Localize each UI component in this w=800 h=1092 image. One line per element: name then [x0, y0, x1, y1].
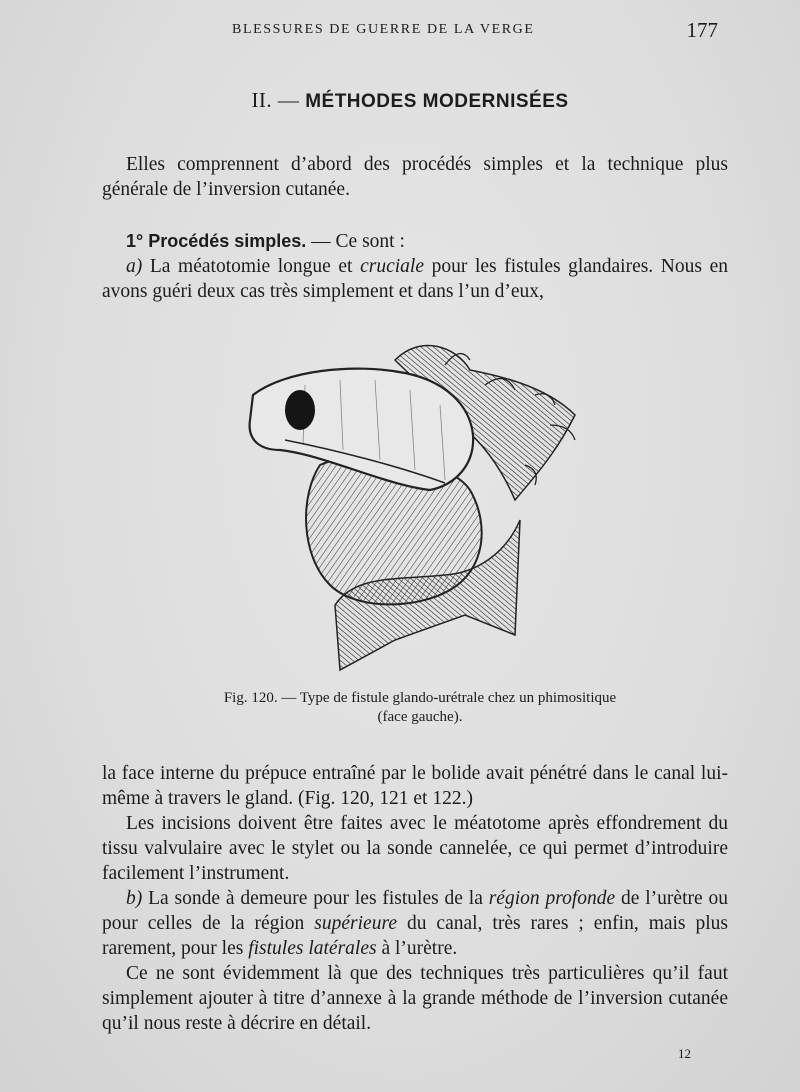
figure-illustration: [245, 325, 585, 675]
paragraph-text: la face interne du prépuce entraîné par le bolide avait pénétré dans le canal lui-même à travers le gland. (Fig. 120, 121 et 122.): [102, 763, 728, 809]
item-b-text-2: de l’urètre ou pour celles de la région: [102, 888, 728, 934]
paragraph-text: Elles comprennent d’abord des procédés simples et la technique plus générale de l’inversion cutanée.: [102, 154, 728, 200]
paragraph-text: Ce ne sont évidemment là que des techniques très particulières qu’il faut simplement ajouter à titre d’annexe à la grande méthode de l’inversion cutanée qu’il nous reste à décrire en détail.: [102, 963, 728, 1034]
subheading: 1° Procédés simples.: [126, 231, 307, 251]
item-a-text-2: pour les fistules glandaires. Nous en avons guéri deux cas très simplement et dans l’un d’eux,: [102, 256, 728, 302]
item-b-emphasis-3: fistules latérales: [248, 938, 377, 959]
figure-caption: [150, 689, 690, 727]
subheading-rest: — Ce sont :: [306, 231, 405, 252]
section-heading: MÉTHODES MODERNISÉES: [305, 91, 569, 112]
item-a: [102, 254, 728, 304]
item-b-emphasis-1: région profonde: [488, 888, 616, 909]
paragraph-continuation: [102, 761, 728, 1036]
page-number: 177: [686, 18, 718, 42]
caption-line-2: (face gauche).: [377, 709, 463, 725]
paragraph-simple-procedures: [102, 229, 728, 304]
item-b-text-3: du canal, très rares ; enfin, mais plus rarement, pour les: [102, 913, 728, 959]
item-b: [102, 886, 728, 961]
item-a-marker: a): [126, 256, 143, 277]
signature-mark: 12: [678, 1046, 691, 1061]
section-title: [0, 88, 800, 113]
subheading-line: [102, 229, 728, 254]
item-a-emphasis: cruciale: [360, 256, 424, 277]
item-b-emphasis-2: supérieure: [314, 913, 397, 934]
item-b-text-4: à l’urètre.: [376, 938, 458, 959]
engraving-illustration: [245, 325, 585, 675]
paragraph-text: Les incisions doivent être faites avec le méatotome après effondrement du tissu valvulaire avec le stylet ou la sonde cannelée, ce qui permet d’introduire facilement l’instrument.: [102, 813, 728, 884]
section-number: II. —: [251, 88, 300, 112]
paragraph-intro: [102, 152, 728, 202]
running-head: BLESSURES DE GUERRE DE LA VERGE: [232, 22, 535, 37]
item-b-text-1: La sonde à demeure pour les fistules de la: [142, 888, 489, 909]
item-a-text-1: La méatotomie longue et: [142, 256, 361, 277]
item-b-marker: b): [126, 888, 143, 909]
caption-line-1: Fig. 120. — Type de fistule glando-urétrale chez un phimositique: [223, 690, 617, 706]
